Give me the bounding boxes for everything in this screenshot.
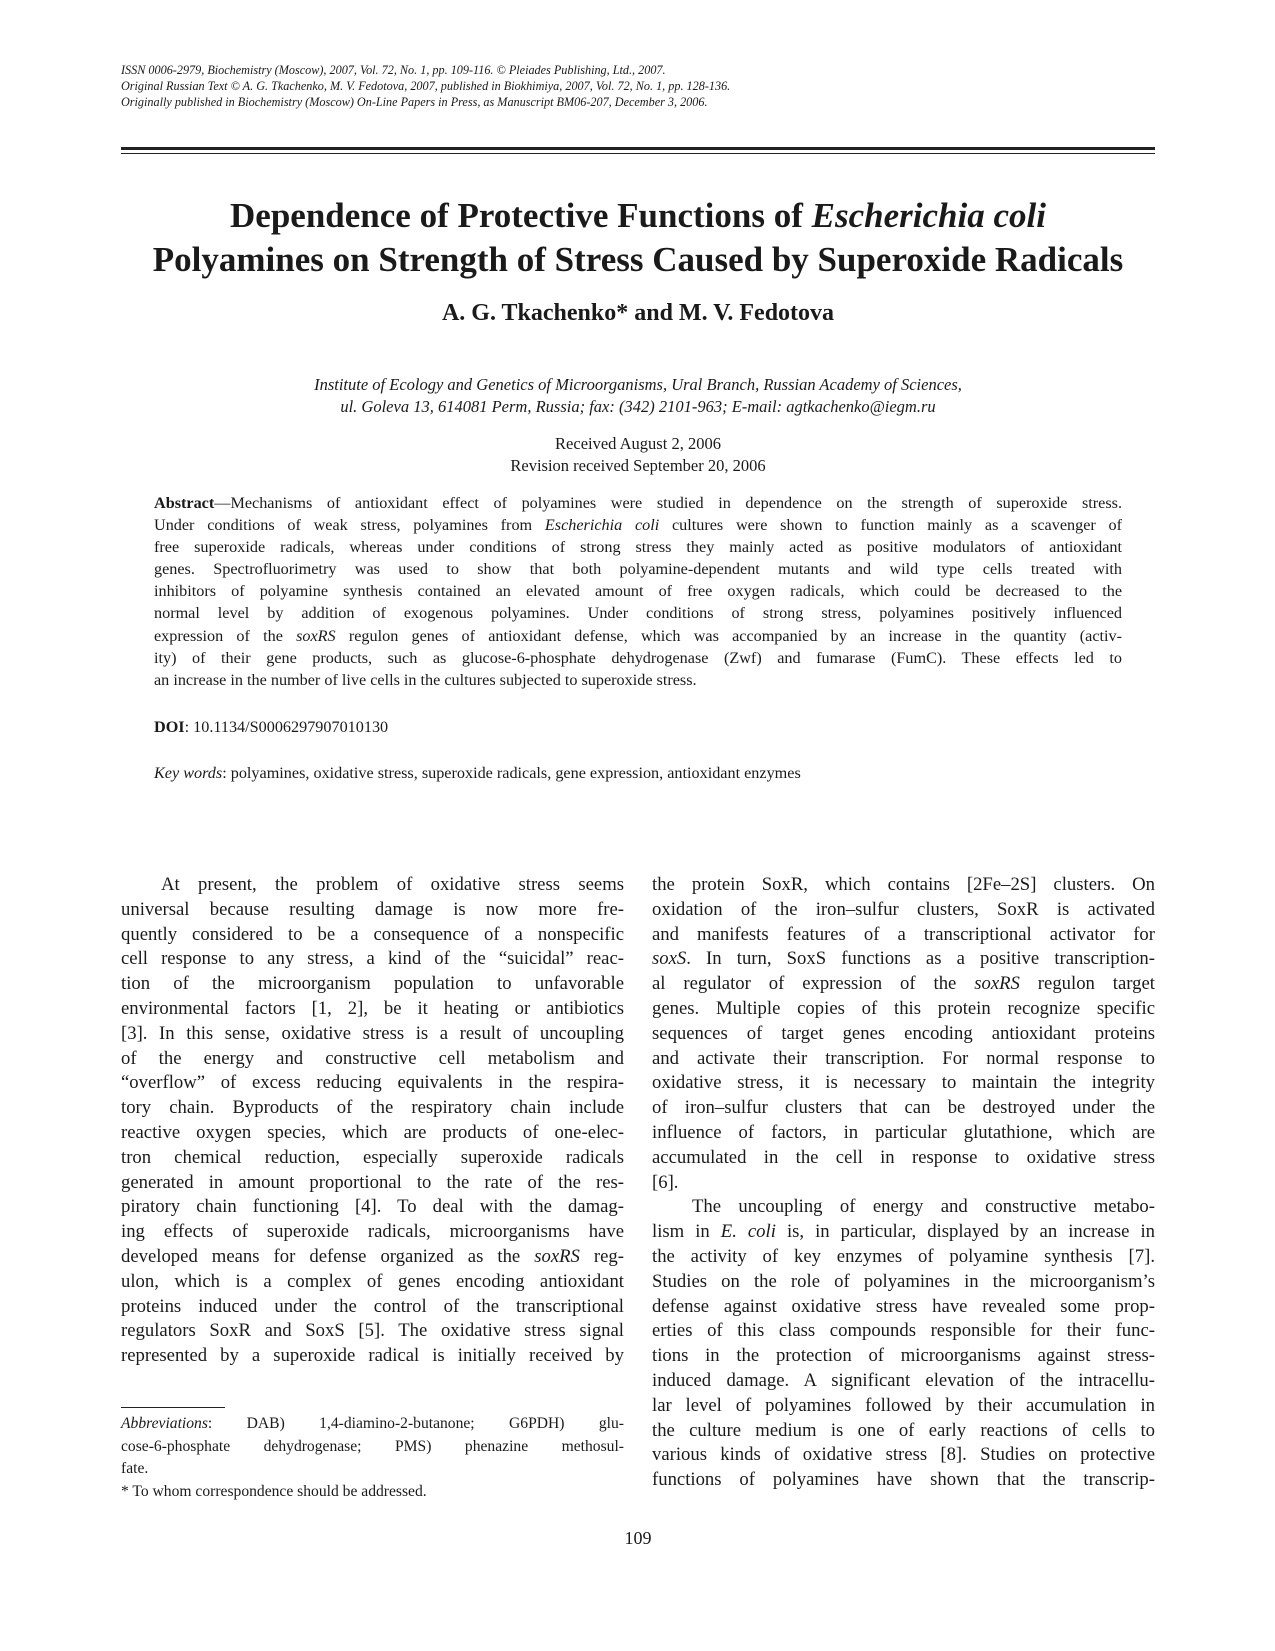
body-line: ing effects of superoxide radicals, microorganisms have [121,1221,624,1243]
body-text: regulon target [1019,973,1155,995]
doi-value: : 10.1134/S0006297907010130 [184,718,389,736]
header-rule-thin [121,153,1155,154]
body-line: universal because resulting damage is now more fre- [121,898,624,920]
title-line2: Polyamines on Strength of Stress Caused by Superoxide Radicals [152,240,1124,279]
doi [154,716,388,738]
body-line: piratory chain functioning [4]. To deal with the damag- [121,1196,624,1218]
body-line: and activate their transcription. For normal response to [652,1047,1155,1069]
footnotes [121,1413,624,1503]
body-line: influence of factors, in particular glutathione, which are [652,1121,1155,1143]
body-line: accumulated in the cell in response to oxidative stress [652,1146,1155,1168]
body-text: reg- [579,1245,625,1267]
body-line: tory chain. Byproducts of the respiratory chain include [121,1097,624,1119]
body-line: induced damage. A significant elevation of the intracellu- [652,1369,1155,1391]
body-line: genes. Multiple copies of this protein recognize specific [652,997,1155,1019]
body-line: oxidation of the iron–sulfur clusters, SoxR is activated [652,898,1155,920]
abstract-organism: Escherichia coli [544,516,660,535]
authors: A. G. Tkachenko* and M. V. Fedotova [441,300,835,326]
abstract-text: expression of the [154,626,297,645]
body-line: cell response to any stress, a kind of the “suicidal” reac- [121,948,624,970]
abstract-label: Abstract [154,494,215,512]
footnote-rule [121,1407,225,1408]
abstract-text: free superoxide radicals, whereas under conditions of strong stress they mainly acted as positive modulators of antioxidant [154,538,1122,557]
title-line1-text: Dependence of Protective Functions of [230,196,812,235]
body-gene: soxS [652,948,687,970]
affiliation [121,374,1155,418]
body-line: At present, the problem of oxidative stress seems [161,874,624,895]
correspondence-note: * To whom correspondence should be addressed. [121,1482,427,1500]
paper-title [121,194,1155,282]
body-organism: E. coli [720,1221,776,1243]
body-line: Studies on the role of polyamines in the microorganism’s [652,1270,1155,1292]
abstract-text: Under conditions of weak stress, polyamines from [154,516,545,535]
abstract [154,492,1122,691]
abstract-text: genes. Spectrofluorimetry was used to show that both polyamine-dependent mutants and wild type cells treated with [154,560,1122,579]
body-column-left [121,873,624,1369]
body-line: oxidative stress, it is necessary to maintain the integrity [652,1072,1155,1094]
body-line: and manifests features of a transcriptional activator for [652,923,1155,945]
body-line: of iron–sulfur clusters that can be destroyed under the [652,1097,1155,1119]
abstract-text: regulon genes of antioxidant defense, which was accompanied by an increase in the quantity (activ- [335,626,1122,645]
received-dates [121,433,1155,477]
body-line: the culture medium is one of early reactions of cells to [652,1419,1155,1441]
abstract-text: ity) of their gene products, such as glucose-6-phosphate dehydrogenase (Zwf) and fumarase (FumC). These effects led to [154,648,1122,667]
abstract-text: an increase in the number of live cells in the cultures subjected to superoxide stress. [154,670,697,689]
body-line: tions in the protection of microorganisms against stress- [652,1345,1155,1367]
doi-label: DOI [154,718,185,736]
body-line: lar level of polyamines followed by their accumulation in [652,1394,1155,1416]
body-line: The uncoupling of energy and constructive metabo- [692,1196,1155,1218]
body-text: developed means for defense organized as the [121,1245,535,1267]
title-organism: Escherichia coli [811,196,1046,235]
body-text: al regulator of expression of the [652,973,975,995]
body-text: is, in particular, displayed by an increase in [775,1221,1155,1243]
body-line: environmental factors [1, 2], be it heating or antibiotics [121,997,624,1019]
body-line: sequences of target genes encoding antioxidant proteins [652,1022,1155,1044]
abbreviations-label: Abbreviations [121,1415,208,1432]
affiliation-line2: ul. Goleva 13, 614081 Perm, Russia; fax: (342) 2101-963; E-mail: agtkachenko@iegm.ru [340,397,936,416]
body-line: [6]. [652,1171,679,1193]
abstract-gene: soxRS [296,626,336,645]
body-line: “overflow” of excess reducing equivalents in the respira- [121,1072,624,1094]
affiliation-line1: Institute of Ecology and Genetics of Microorganisms, Ural Branch, Russian Academy of Sciences, [314,375,962,394]
keywords [154,762,801,784]
body-gene: soxRS [974,973,1020,995]
body-line: functions of polyamines have shown that the transcrip- [652,1469,1155,1491]
body-line: quently considered to be a consequence of a nonspecific [121,923,624,945]
body-gene: soxRS [534,1245,580,1267]
body-line: tron chemical reduction, especially superoxide radicals [121,1146,624,1168]
abstract-text: cultures were shown to function mainly as a scavenger of [659,516,1122,535]
abstract-text: —Mechanisms of antioxidant effect of polyamines were studied in dependence on the strength of superoxide stress. [214,494,1122,512]
body-line: various kinds of oxidative stress [8]. Studies on protective [652,1444,1155,1466]
body-line: the protein SoxR, which contains [2Fe–2S] clusters. On [652,874,1155,895]
body-text: lism in [652,1221,721,1243]
body-line: the activity of key enzymes of polyamine synthesis [7]. [652,1245,1155,1267]
body-line: generated in amount proportional to the rate of the res- [121,1171,624,1193]
abbreviations-text: cose-6-phosphate dehydrogenase; PMS) phenazine methosul- [121,1437,624,1455]
keywords-value: : polyamines, oxidative stress, superoxide radicals, gene expression, antioxidant enzymes [222,764,801,782]
journal-header [121,62,1121,110]
body-line: tion of the microorganism population to unfavorable [121,973,624,995]
body-line: ulon, which is a complex of genes encoding antioxidant [121,1270,624,1292]
abstract-text: inhibitors of polyamine synthesis contained an elevated amount of free oxygen radicals, which could be decreased to the [154,582,1122,601]
abstract-text: normal level by addition of exogenous polyamines. Under conditions of strong stress, polyamines positively influenced [154,604,1122,623]
revision-date: Revision received September 20, 2006 [510,456,766,475]
original-text-line: Original Russian Text © A. G. Tkachenko, M. V. Fedotova, 2007, published in Biokhimiya, 2007, Vol. 72, No. 1, pp. 128-136. [121,79,731,93]
journal-citation-line: ISSN 0006-2979, Biochemistry (Moscow), 2007, Vol. 72, No. 1, pp. 109-116. © Pleiades Publishing, Ltd., 2007. [121,63,666,77]
abbreviations-text: : DAB) 1,4-diamino-2-butanone; G6PDH) glu- [207,1415,624,1432]
keywords-label: Key words [154,764,223,782]
page-number: 109 [624,1528,652,1548]
header-rule-thick [121,147,1155,150]
body-line: [3]. In this sense, oxidative stress is a result of uncoupling [121,1022,624,1044]
body-text: . In turn, SoxS functions as a positive transcription- [686,948,1155,970]
online-publication-line: Originally published in Biochemistry (Moscow) On-Line Papers in Press, as Manuscript BM06-207, December 3, 2006. [121,95,708,109]
received-date: Received August 2, 2006 [555,434,721,453]
body-line: represented by a superoxide radical is initially received by [121,1345,624,1367]
body-line: erties of this class compounds responsible for their func- [652,1320,1155,1342]
body-line: reactive oxygen species, which are products of one-elec- [121,1121,624,1143]
body-line: proteins induced under the control of the transcriptional [121,1295,624,1317]
body-line: regulators SoxR and SoxS [5]. The oxidative stress signal [121,1320,624,1342]
abbreviations-text: fate. [121,1460,149,1477]
body-line: of the energy and constructive cell metabolism and [121,1047,624,1069]
body-line: defense against oxidative stress have revealed some prop- [652,1295,1155,1317]
body-column-right [652,873,1155,1493]
